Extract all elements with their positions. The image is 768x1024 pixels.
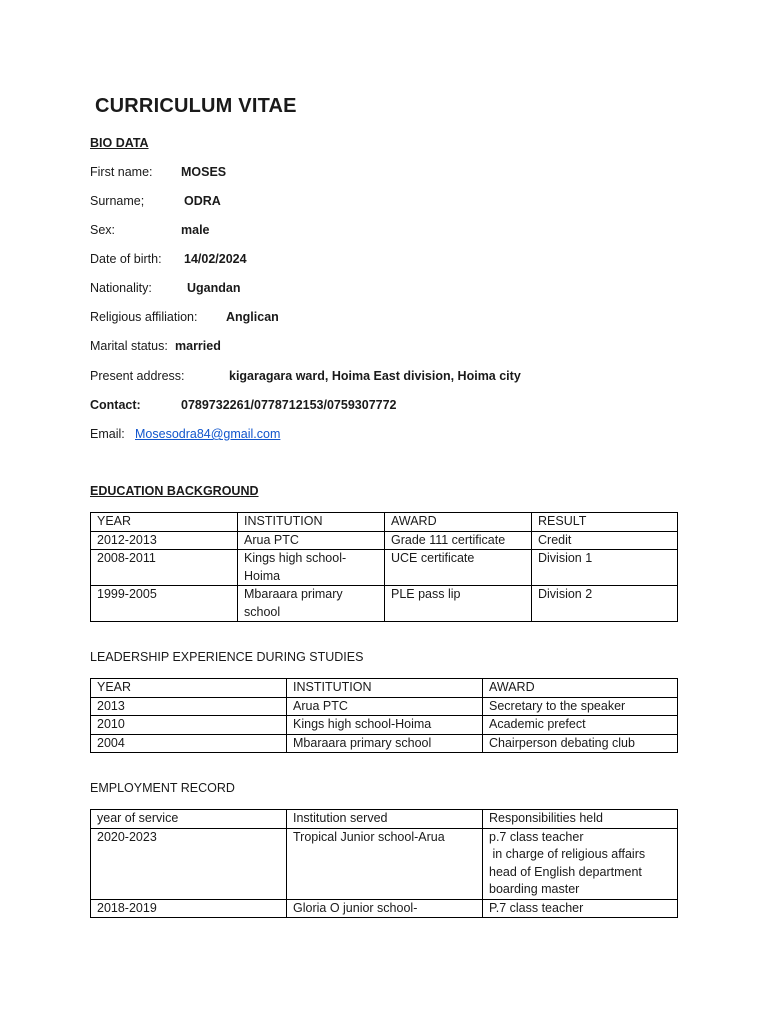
education-heading: EDUCATION BACKGROUND [90,484,259,498]
field-value: kigaragara ward, Hoima East division, Hoima city [229,369,521,383]
table-row [91,716,678,735]
field-value: married [175,339,221,353]
header-cell: Institution served [287,810,483,829]
responsibility-item: P.7 class teacher [489,900,584,915]
responsibilities-cell [483,828,678,899]
field-label: Date of birth: [90,252,162,266]
table-cell: PLE pass lip [385,586,532,622]
table-cell: Academic prefect [483,716,678,735]
header-cell: YEAR [91,513,238,532]
employment-table [90,809,678,918]
table-row [91,550,678,586]
table-cell: 1999-2005 [91,586,238,622]
table-row [91,899,678,918]
table-cell: 2012-2013 [91,531,238,550]
table-cell: 2018-2019 [91,899,287,918]
field-label: Nationality: [90,281,152,295]
table-row [91,828,678,899]
header-cell: AWARD [385,513,532,532]
table-cell: Division 2 [532,586,678,622]
table-header-row [91,513,678,532]
table-cell: 2013 [91,697,287,716]
table-cell: 2010 [91,716,287,735]
table-header-row [91,810,678,829]
table-cell: Mbaraara primary school [287,734,483,753]
responsibility-item: in charge of religious affairs [489,847,646,861]
header-cell: AWARD [483,679,678,698]
field-label: Marital status: [90,339,168,353]
field-value: Anglican [226,310,279,324]
table-cell: Kings high school-Hoima [287,716,483,735]
table-cell: Arua PTC [238,531,385,550]
table-cell: Credit [532,531,678,550]
table-cell: 2008-2011 [91,550,238,586]
leadership-heading: LEADERSHIP EXPERIENCE DURING STUDIES [90,650,364,664]
field-label: Religious affiliation: [90,310,198,324]
leadership-table [90,678,678,753]
table-cell: UCE certificate [385,550,532,586]
employment-heading: EMPLOYMENT RECORD [90,781,235,795]
table-header-row [91,679,678,698]
field-label: Present address: [90,369,185,383]
responsibility-item: p.7 class teacher [489,829,584,844]
field-value: 14/02/2024 [184,252,247,266]
table-cell: Chairperson debating club [483,734,678,753]
responsibility-item: boarding master [489,882,580,896]
table-cell: Mbaraara primary school [238,586,385,622]
responsibility-item: head of English department [489,864,642,879]
table-row [91,586,678,622]
table-cell: Secretary to the speaker [483,697,678,716]
field-value: Ugandan [187,281,241,295]
table-cell: Kings high school-Hoima [238,550,385,586]
header-cell: RESULT [532,513,678,532]
table-cell: 2020-2023 [91,828,287,899]
table-cell: Division 1 [532,550,678,586]
field-value: MOSES [181,165,227,179]
table-cell: Tropical Junior school-Arua [287,828,483,899]
field-label: Contact: [90,398,141,412]
document-title: CURRICULUM VITAE [95,95,297,117]
field-label: Sex: [90,223,116,237]
table-cell: Gloria O junior school- [287,899,483,918]
header-cell: INSTITUTION [238,513,385,532]
table-row [91,734,678,753]
field-value: 0789732261/0778712153/0759307772 [181,398,397,412]
table-cell: Grade 111 certificate [385,531,532,550]
table-row [91,697,678,716]
bio-data-heading: BIO DATA [90,136,149,150]
field-value: male [181,223,210,237]
field-label: Surname; [90,194,145,208]
header-cell: INSTITUTION [287,679,483,698]
email-link[interactable]: Mosesodra84@gmail.com [135,427,281,441]
responsibilities-cell [483,899,678,918]
header-cell: YEAR [91,679,287,698]
table-cell: Arua PTC [287,697,483,716]
field-label: First name: [90,165,153,179]
table-row [91,531,678,550]
education-table [90,512,678,622]
header-cell: year of service [91,810,287,829]
header-cell: Responsibilities held [483,810,678,829]
table-cell: 2004 [91,734,287,753]
field-value: ODRA [184,194,221,208]
field-label: Email: [90,427,125,441]
